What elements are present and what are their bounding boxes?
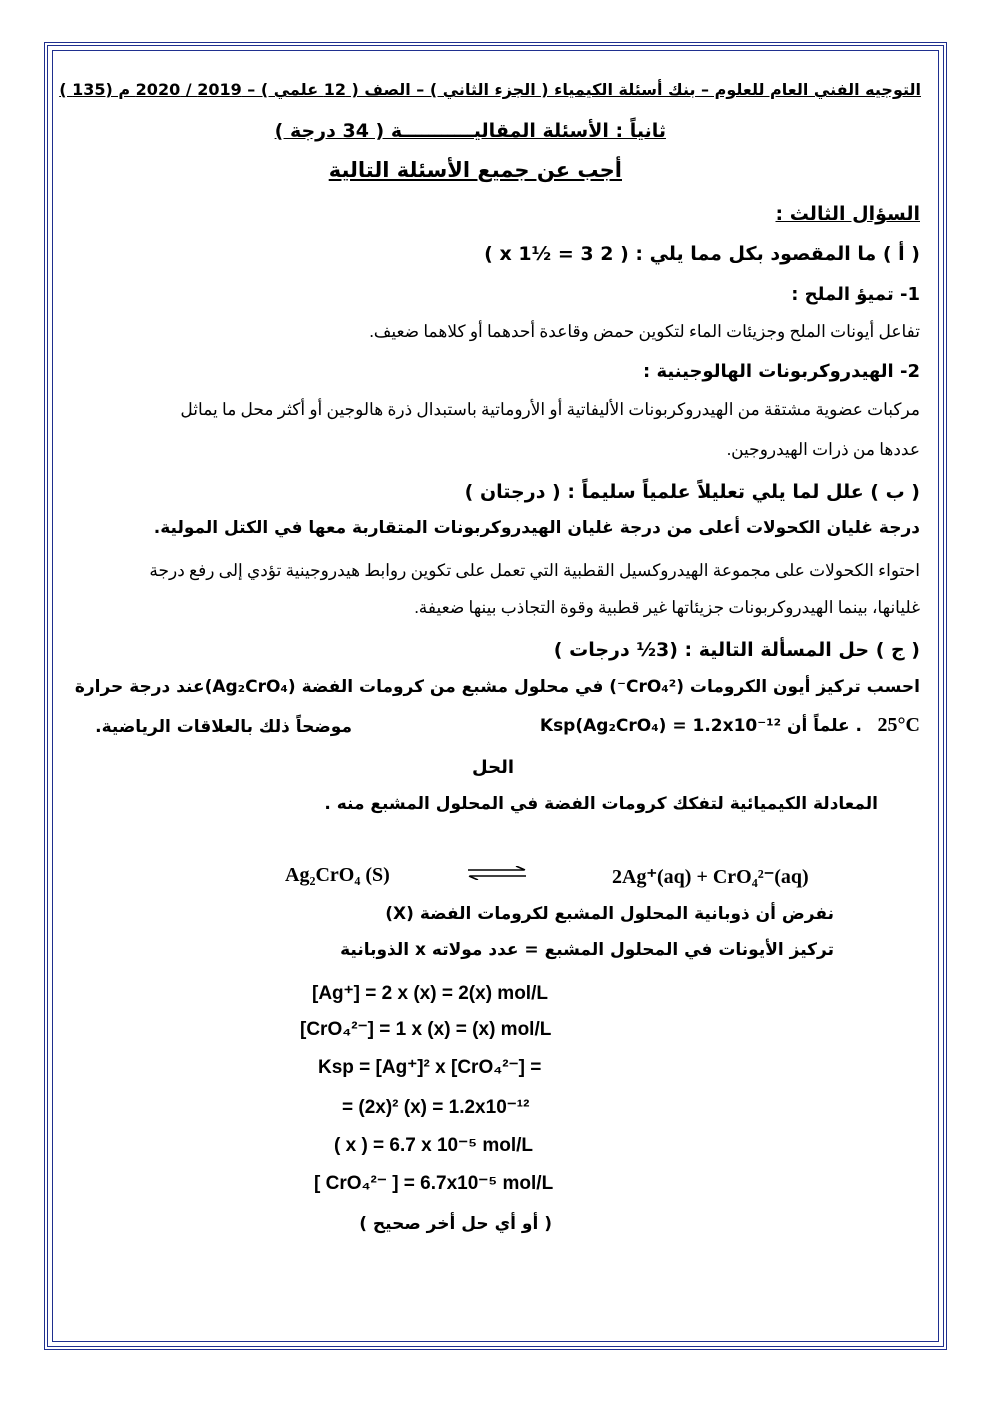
calc-ksp-expression: Ksp = [Ag⁺]² x [CrO₄²⁻] = bbox=[318, 1057, 542, 1078]
calc-cro4-concentration: [CrO₄²⁻] = 1 x (x) = (x) mol/L bbox=[300, 1019, 552, 1040]
part-a-item1-answer: تفاعل أيونات الملح وجزيئات الماء لتكوين حمض وقاعدة أحدهما أو كلاهما ضعيف. bbox=[369, 322, 920, 341]
calc-ag-concentration: [Ag⁺] = 2 x (x) = 2(x) mol/L bbox=[312, 983, 548, 1004]
equation-intro: المعادلة الكيميائية لتفكك كرومات الفضة في المحلول المشبع منه . bbox=[324, 794, 878, 814]
part-b-answer-line1: احتواء الكحولات على مجموعة الهيدروكسيل القطبية التي تعمل على تكوين روابط هيدروجينية تؤدي إلى رفع درجة bbox=[149, 561, 920, 580]
part-a-item2-title: 2- الهيدروكربونات الهالوجينية : bbox=[643, 361, 920, 382]
calc-final-answer: [ CrO₄²⁻ ] = 6.7x10⁻⁵ mol/L bbox=[314, 1173, 554, 1194]
equilibrium-arrows-icon bbox=[466, 866, 528, 880]
part-a-item1-title: 1- تميؤ الملح : bbox=[791, 284, 920, 305]
document-header: التوجيه الفني العام للعلوم – بنك أسئلة الكيمياء ( الجزء الثاني ) – الصف ( 12 علمي ) – 2019 / 2020 م (135 ) bbox=[59, 80, 921, 99]
part-a-item2-answer-line2: عددها من ذرات الهيدروجين. bbox=[726, 440, 920, 459]
alternative-note: ( أو أي حل أخر صحيح ) bbox=[359, 1214, 552, 1234]
calc-x-value: ( x ) = 6.7 x 10⁻⁵ mol/L bbox=[334, 1135, 533, 1156]
section-instruction: أجب عن جميع الأسئلة التالية bbox=[328, 158, 622, 182]
part-b-statement: درجة غليان الكحولات أعلى من درجة غليان الهيدروكربونات المتقاربة معها في الكتل المولية. bbox=[153, 518, 920, 538]
part-a-item2-answer-line1: مركبات عضوية مشتقة من الهيدروكربونات الأليفاتية أو الأروماتية باستبدال ذرة هالوجين أو أكثر محل ما يماثل bbox=[180, 400, 920, 419]
concentration-line: تركيز الأيونات في المحلول المشبع = عدد مولاته x الذوبانية bbox=[340, 940, 834, 960]
calc-ksp-value: = (2x)² (x) = 1.2x10⁻¹² bbox=[342, 1097, 530, 1118]
part-c-problem-line1: احسب تركيز أيون الكرومات (CrO₄²⁻) في محلول مشبع من كرومات الفضة (Ag₂CrO₄)عند درجة حرارة bbox=[74, 677, 920, 697]
part-c-temperature: 25°C bbox=[877, 714, 920, 736]
part-b-heading: ( ب ) علل لما يلي تعليلاً علمياً سليماً : ( درجتان ) bbox=[464, 481, 920, 503]
part-c-problem-line2: موضحاً ذلك بالعلاقات الرياضية. bbox=[95, 717, 352, 737]
question-title: السؤال الثالث : bbox=[775, 203, 920, 225]
equation-products: 2Ag⁺(aq) + CrO₄²⁻(aq) bbox=[612, 866, 809, 888]
assume-line: نفرض أن ذوبانية المحلول المشبع لكرومات الفضة (X) bbox=[385, 904, 834, 924]
part-a-heading: ( أ ) ما المقصود بكل مما يلي : ( 2 x 1½ = 3 ) bbox=[484, 243, 920, 265]
section-title: ثانياً : الأسئلة المقاليـــــــــــة ( 34 درجة ) bbox=[274, 120, 666, 142]
solution-title: الحل bbox=[472, 757, 514, 778]
part-b-answer-line2: غليانها، بينما الهيدروكربونات جزيئاتها غير قطبية وقوة التجاذب بينها ضعيفة. bbox=[414, 598, 920, 617]
equation-reactant: Ag₂CrO₄ (S) bbox=[285, 864, 390, 886]
part-c-ksp-given: . علماً أن Ksp(Ag₂CrO₄) = 1.2x10⁻¹² bbox=[539, 716, 862, 736]
part-c-heading: ( ج ) حل المسألة التالية : (3½ درجات ) bbox=[553, 639, 920, 661]
